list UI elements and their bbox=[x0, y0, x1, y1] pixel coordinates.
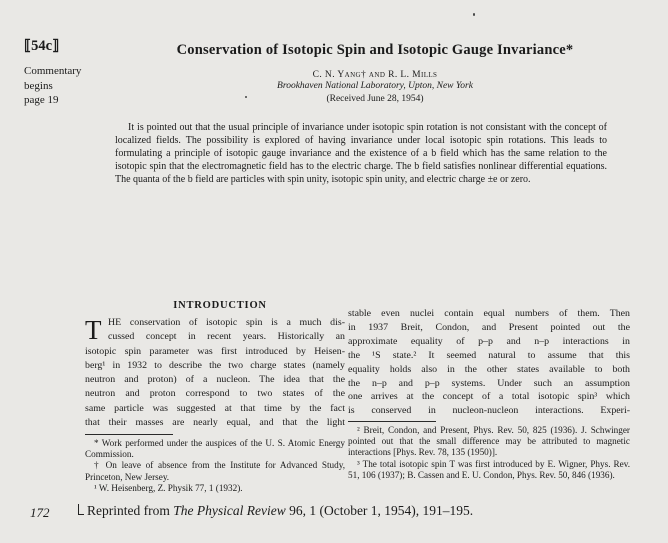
margin-item-label: ⟦54c⟧ bbox=[24, 38, 60, 54]
margin-note-line: begins bbox=[24, 79, 53, 92]
body-text-line: in 1937 Breit, Condon, and Present pointed out the bbox=[348, 321, 630, 333]
authors-line: C. N. Yang† and R. L. Mills bbox=[312, 70, 438, 80]
intro-left-column bbox=[85, 316, 345, 430]
dropcap-letter: T bbox=[85, 315, 102, 345]
body-text-line: neutron and proton) of a nucleon. The idea that the bbox=[85, 374, 345, 386]
footnote-rule-left bbox=[85, 434, 173, 435]
body-text-line: approximate equality of p–p and n–p interactions in bbox=[348, 335, 630, 347]
footnote-rule-right bbox=[348, 421, 436, 422]
abstract-text: It is pointed out that the usual principle of invariance under isotopic spin rotation is not consistant with the concept of localized fields. The possibility is explored of having invariance under local isotopic spin rotations. This leads to formulating a principle of isotopic gauge invariance and the existence of a b field which has the same relation to the isotopic spin that the electromagnetic field has to the electric charge. The b field satisfies nonlinear differential equations. The quanta of the b field are particles with spin unity, isotopic spin unity, and electric charge ±e or zero. bbox=[115, 122, 607, 185]
reprint-prefix: Reprinted from bbox=[87, 503, 174, 518]
body-text-line: the ¹S state.² It seemed natural to assume that this bbox=[348, 349, 630, 361]
footnote-item: ¹ W. Heisenberg, Z. Physik 77, 1 (1932). bbox=[94, 482, 243, 493]
body-text-line: isotopic spin parameter was first introduced by Heisen- bbox=[85, 345, 345, 357]
paper-title: Conservation of Isotopic Spin and Isotopic Gauge Invariance* bbox=[176, 42, 574, 58]
page-number: 172 bbox=[30, 505, 50, 520]
body-text-line: the n–p and p–p systems. Under such an assumption bbox=[348, 377, 630, 389]
corner-bracket-icon bbox=[78, 504, 84, 515]
footnotes-left-column bbox=[85, 438, 345, 494]
body-text-line: berg¹ in 1932 to describe the two charge states (namely bbox=[85, 359, 345, 371]
body-text-line: is conserved in nucleon-nucleon interactions. Experi- bbox=[348, 405, 630, 417]
footnote-item: ³ The total isotopic spin T was first introduced by E. Wigner, Phys. Rev. 51, 106 (1937); B. Cassen and E. U. Condon, Phys. Rev. 50, 846 (1936). bbox=[348, 458, 630, 480]
intro-right-column bbox=[348, 307, 630, 418]
margin-note-line: page 19 bbox=[24, 94, 59, 106]
body-text-line: equality holds also in the other states available to both bbox=[348, 363, 630, 375]
journal-name: The Physical Review bbox=[173, 503, 286, 518]
section-heading-introduction: INTRODUCTION bbox=[173, 300, 267, 311]
paper-header bbox=[110, 42, 640, 104]
scan-speck bbox=[473, 13, 475, 16]
reprint-line bbox=[78, 503, 473, 519]
footnote-item: ² Breit, Condon, and Present, Phys. Rev. 50, 825 (1936). J. Schwinger pointed out that the small difference may be attributed to magnetic interactions [Phys. Rev. 78, 135 (1950)]. bbox=[348, 425, 630, 458]
scan-speck bbox=[245, 96, 247, 98]
body-text-line: that their masses are nearly equal, and that the light bbox=[85, 417, 345, 429]
body-text-line: one arrives at the concept of a total isotopic spin³ which bbox=[348, 391, 630, 403]
footnote-item: † On leave of absence from the Institute for Advanced Study, Princeton, New Jersey. bbox=[85, 460, 345, 482]
received-date: (Received June 28, 1954) bbox=[326, 94, 424, 104]
body-text-line: cussed concept in recent years. Historically an bbox=[108, 331, 345, 343]
margin-note-line: Commentary bbox=[24, 65, 82, 77]
affiliation-line: Brookhaven National Laboratory, Upton, New York bbox=[277, 81, 473, 91]
body-text-line: neutron and proton correspond to two states of the bbox=[85, 388, 345, 400]
body-text-line: same particle was suggested at that time by the fact bbox=[85, 402, 345, 414]
footnote-item: * Work performed under the auspices of the U. S. Atomic Energy Commission. bbox=[85, 438, 345, 460]
body-text-line: HE conservation of isotopic spin is a much dis- bbox=[108, 317, 345, 328]
body-text-line: stable even nuclei contain equal numbers of them. Then bbox=[348, 308, 630, 319]
footnotes-right-column bbox=[348, 425, 630, 481]
reprint-citation: 96, 1 (October 1, 1954), 191–195. bbox=[285, 503, 474, 518]
margin-commentary-note bbox=[24, 64, 81, 108]
